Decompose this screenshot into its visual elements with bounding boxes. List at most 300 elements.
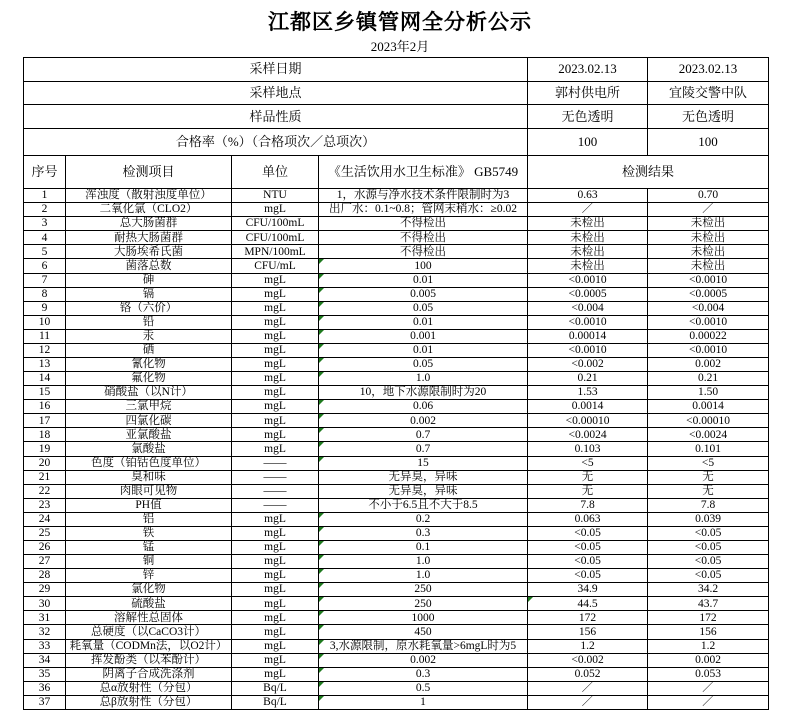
- row-number-cell: 27: [24, 555, 66, 569]
- unit-cell: mgL: [232, 639, 319, 653]
- unit-cell: mgL: [232, 512, 319, 526]
- result1-cell: 44.5: [528, 597, 648, 611]
- row-number-cell: 25: [24, 526, 66, 540]
- result2-cell: 0.002: [648, 653, 769, 667]
- unit-cell: mgL: [232, 428, 319, 442]
- table-row: [24, 512, 769, 526]
- result2-cell: <0.05: [648, 569, 769, 583]
- result2-cell: 0.053: [648, 667, 769, 681]
- standard-cell: 不得检出: [319, 217, 528, 231]
- row-number-cell: 3: [24, 217, 66, 231]
- unit-cell: CFU/100mL: [232, 217, 319, 231]
- row-number-cell: 26: [24, 541, 66, 555]
- table-row: [24, 667, 769, 681]
- header-label: 采样地点: [24, 81, 528, 105]
- col-header-no: 序号: [24, 156, 66, 189]
- result1-cell: <0.05: [528, 541, 648, 555]
- unit-cell: CFU/100mL: [232, 231, 319, 245]
- unit-cell: Bq/L: [232, 681, 319, 695]
- standard-cell: 1.0: [319, 555, 528, 569]
- standard-cell: 0.5: [319, 681, 528, 695]
- table-row: [24, 372, 769, 386]
- result2-cell: 34.2: [648, 583, 769, 597]
- unit-cell: ——: [232, 456, 319, 470]
- standard-cell: 250: [319, 583, 528, 597]
- table-row: [24, 583, 769, 597]
- table-row: [24, 231, 769, 245]
- unit-cell: mgL: [232, 526, 319, 540]
- row-number-cell: 8: [24, 287, 66, 301]
- table-row: [24, 597, 769, 611]
- excel-error-triangle-icon: [319, 302, 324, 307]
- row-number-cell: 16: [24, 400, 66, 414]
- standard-cell: 1.0: [319, 569, 528, 583]
- result1-cell: <0.05: [528, 555, 648, 569]
- table-row: [24, 625, 769, 639]
- result1-cell: <0.0010: [528, 273, 648, 287]
- table-row: [24, 400, 769, 414]
- excel-error-triangle-icon: [319, 274, 324, 279]
- standard-cell: 0.01: [319, 315, 528, 329]
- item-name-cell: 汞: [66, 329, 232, 343]
- excel-error-triangle-icon: [319, 330, 324, 335]
- table-row: [24, 259, 769, 273]
- table-row: [24, 555, 769, 569]
- result2-cell: 1.50: [648, 386, 769, 400]
- item-name-cell: 硒: [66, 343, 232, 357]
- table-row: [24, 189, 769, 203]
- item-name-cell: 铅: [66, 315, 232, 329]
- excel-error-triangle-icon: [319, 583, 324, 588]
- standard-cell: 1，水源与净水技术条件限制时为3: [319, 189, 528, 203]
- item-name-cell: 氯化物: [66, 583, 232, 597]
- table-row: [24, 203, 769, 217]
- standard-cell: 15: [319, 456, 528, 470]
- excel-error-triangle-icon: [319, 442, 324, 447]
- unit-cell: mgL: [232, 329, 319, 343]
- row-number-cell: 12: [24, 343, 66, 357]
- excel-error-triangle-icon: [319, 611, 324, 616]
- row-number-cell: 4: [24, 231, 66, 245]
- standard-cell: 1: [319, 695, 528, 709]
- item-name-cell: 氰化物: [66, 358, 232, 372]
- excel-error-triangle-icon: [319, 372, 324, 377]
- result2-cell: ／: [648, 681, 769, 695]
- table-row: [24, 639, 769, 653]
- excel-error-triangle-icon: [319, 682, 324, 687]
- result1-cell: 1.53: [528, 386, 648, 400]
- item-name-cell: 阴离子合成洗涤剂: [66, 667, 232, 681]
- item-name-cell: 耐热大肠菌群: [66, 231, 232, 245]
- header-label: 采样日期: [24, 58, 528, 82]
- unit-cell: MPN/100mL: [232, 245, 319, 259]
- item-name-cell: 浑浊度（散射浊度单位）: [66, 189, 232, 203]
- item-name-cell: PH值: [66, 498, 232, 512]
- excel-error-triangle-icon: [319, 259, 324, 264]
- col-header-standard: 《生活饮用水卫生标准》 GB5749: [319, 156, 528, 189]
- header-row: [24, 105, 769, 129]
- unit-cell: mgL: [232, 442, 319, 456]
- table-row: [24, 442, 769, 456]
- result1-cell: 7.8: [528, 498, 648, 512]
- result2-cell: 172: [648, 611, 769, 625]
- excel-error-triangle-icon: [319, 400, 324, 405]
- row-number-cell: 10: [24, 315, 66, 329]
- result1-cell: 0.052: [528, 667, 648, 681]
- table-row: [24, 498, 769, 512]
- row-number-cell: 30: [24, 597, 66, 611]
- table-row: [24, 569, 769, 583]
- result2-cell: 43.7: [648, 597, 769, 611]
- header-label: 合格率（%）（合格项次／总项次）: [24, 129, 528, 156]
- item-name-cell: 铬（六价）: [66, 301, 232, 315]
- result2-cell: 未检出: [648, 217, 769, 231]
- unit-cell: mgL: [232, 611, 319, 625]
- result1-cell: 172: [528, 611, 648, 625]
- result1-cell: 0.103: [528, 442, 648, 456]
- item-name-cell: 锌: [66, 569, 232, 583]
- unit-cell: mgL: [232, 203, 319, 217]
- result1-cell: 未检出: [528, 231, 648, 245]
- item-name-cell: 硝酸盐（以N计）: [66, 386, 232, 400]
- table-row: [24, 681, 769, 695]
- row-number-cell: 32: [24, 625, 66, 639]
- table-data-section: [24, 189, 769, 710]
- item-name-cell: 锰: [66, 541, 232, 555]
- item-name-cell: 总硬度（以CaCO3计）: [66, 625, 232, 639]
- standard-cell: 0.01: [319, 343, 528, 357]
- unit-cell: mgL: [232, 569, 319, 583]
- standard-cell: 1.0: [319, 372, 528, 386]
- result1-cell: <0.0010: [528, 315, 648, 329]
- result2-cell: ／: [648, 695, 769, 709]
- result2-cell: <0.00010: [648, 414, 769, 428]
- unit-cell: mgL: [232, 400, 319, 414]
- result2-cell: 未检出: [648, 231, 769, 245]
- row-number-cell: 14: [24, 372, 66, 386]
- item-name-cell: 硫酸盐: [66, 597, 232, 611]
- table-row: [24, 287, 769, 301]
- result2-cell: 无: [648, 470, 769, 484]
- item-name-cell: 四氯化碳: [66, 414, 232, 428]
- table-row: [24, 470, 769, 484]
- table-row: [24, 315, 769, 329]
- row-number-cell: 5: [24, 245, 66, 259]
- standard-cell: 0.002: [319, 414, 528, 428]
- standard-cell: 0.7: [319, 442, 528, 456]
- result1-cell: <0.0005: [528, 287, 648, 301]
- result2-cell: <0.05: [648, 526, 769, 540]
- row-number-cell: 35: [24, 667, 66, 681]
- result1-cell: 1.2: [528, 639, 648, 653]
- item-name-cell: 镉: [66, 287, 232, 301]
- unit-cell: mgL: [232, 414, 319, 428]
- row-number-cell: 31: [24, 611, 66, 625]
- standard-cell: 10，地下水源限制时为20: [319, 386, 528, 400]
- row-number-cell: 22: [24, 484, 66, 498]
- standard-cell: 0.7: [319, 428, 528, 442]
- row-number-cell: 33: [24, 639, 66, 653]
- table-row: [24, 245, 769, 259]
- excel-error-triangle-icon: [319, 541, 324, 546]
- table-row: [24, 428, 769, 442]
- result2-cell: 156: [648, 625, 769, 639]
- result1-cell: <0.0024: [528, 428, 648, 442]
- header-value-sample2: 2023.02.13: [648, 58, 769, 82]
- table-row: [24, 217, 769, 231]
- result2-cell: <0.05: [648, 555, 769, 569]
- table-row: [24, 484, 769, 498]
- row-number-cell: 9: [24, 301, 66, 315]
- standard-cell: 0.3: [319, 667, 528, 681]
- excel-error-triangle-icon: [319, 668, 324, 673]
- item-name-cell: 挥发酚类（以苯酚计）: [66, 653, 232, 667]
- excel-error-triangle-icon: [319, 457, 324, 462]
- unit-cell: Bq/L: [232, 695, 319, 709]
- result2-cell: <0.05: [648, 541, 769, 555]
- standard-cell: 0.3: [319, 526, 528, 540]
- table-row: [24, 526, 769, 540]
- result1-cell: 未检出: [528, 245, 648, 259]
- row-number-cell: 15: [24, 386, 66, 400]
- row-number-cell: 29: [24, 583, 66, 597]
- report-month: 2023年2月: [370, 39, 430, 54]
- item-name-cell: 氟化物: [66, 372, 232, 386]
- excel-error-triangle-icon: [319, 555, 324, 560]
- table-row: [24, 456, 769, 470]
- item-name-cell: 二氧化氯（CLO2）: [66, 203, 232, 217]
- result2-cell: 7.8: [648, 498, 769, 512]
- table-row: [24, 273, 769, 287]
- unit-cell: mgL: [232, 625, 319, 639]
- item-name-cell: 菌落总数: [66, 259, 232, 273]
- unit-cell: mgL: [232, 597, 319, 611]
- item-name-cell: 肉眼可见物: [66, 484, 232, 498]
- result2-cell: 0.039: [648, 512, 769, 526]
- excel-error-triangle-icon: [319, 640, 324, 645]
- result2-cell: 0.0014: [648, 400, 769, 414]
- result2-cell: 无: [648, 484, 769, 498]
- table-row: [24, 301, 769, 315]
- standard-cell: 不得检出: [319, 245, 528, 259]
- excel-error-triangle-icon: [319, 696, 324, 701]
- excel-error-triangle-icon: [319, 344, 324, 349]
- item-name-cell: 色度（铂钴色度单位）: [66, 456, 232, 470]
- row-number-cell: 37: [24, 695, 66, 709]
- header-row: [24, 129, 769, 156]
- table-row: [24, 541, 769, 555]
- unit-cell: mgL: [232, 315, 319, 329]
- item-name-cell: 总β放射性（分包）: [66, 695, 232, 709]
- result1-cell: 未检出: [528, 259, 648, 273]
- item-name-cell: 铜: [66, 555, 232, 569]
- result1-cell: <0.05: [528, 526, 648, 540]
- unit-cell: mgL: [232, 386, 319, 400]
- result1-cell: 0.63: [528, 189, 648, 203]
- unit-cell: NTU: [232, 189, 319, 203]
- result1-cell: 无: [528, 484, 648, 498]
- result1-cell: <0.004: [528, 301, 648, 315]
- row-number-cell: 23: [24, 498, 66, 512]
- standard-cell: 0.1: [319, 541, 528, 555]
- result2-cell: <5: [648, 456, 769, 470]
- standard-cell: 无异臭，异味: [319, 470, 528, 484]
- table-row: [24, 695, 769, 709]
- unit-cell: ——: [232, 498, 319, 512]
- header-label: 样品性质: [24, 105, 528, 129]
- row-number-cell: 7: [24, 273, 66, 287]
- unit-cell: mgL: [232, 287, 319, 301]
- result1-cell: 34.9: [528, 583, 648, 597]
- row-number-cell: 28: [24, 569, 66, 583]
- result1-cell: 0.21: [528, 372, 648, 386]
- excel-error-triangle-icon: [319, 414, 324, 419]
- row-number-cell: 36: [24, 681, 66, 695]
- excel-error-triangle-icon: [319, 428, 324, 433]
- header-value-sample2: 无色透明: [648, 105, 769, 129]
- item-name-cell: 耗氧量（CODMn法，以O2计）: [66, 639, 232, 653]
- header-value-sample1: 郭村供电所: [528, 81, 648, 105]
- result2-cell: <0.004: [648, 301, 769, 315]
- excel-error-triangle-icon: [319, 316, 324, 321]
- result1-cell: <0.002: [528, 653, 648, 667]
- table-row: [24, 414, 769, 428]
- standard-cell: 不小于6.5且不大于8.5: [319, 498, 528, 512]
- result1-cell: 0.063: [528, 512, 648, 526]
- standard-cell: 0.05: [319, 358, 528, 372]
- col-header-item: 检测项目: [66, 156, 232, 189]
- row-number-cell: 34: [24, 653, 66, 667]
- standard-cell: 3,水源限制，原水耗氧量>6mgL时为5: [319, 639, 528, 653]
- result2-cell: <0.0010: [648, 343, 769, 357]
- result1-cell: 0.0014: [528, 400, 648, 414]
- header-row: [24, 58, 769, 82]
- unit-cell: mgL: [232, 541, 319, 555]
- column-header-row: [24, 156, 769, 189]
- analysis-table: [23, 57, 769, 710]
- standard-cell: 0.06: [319, 400, 528, 414]
- standard-cell: 无异臭，异味: [319, 484, 528, 498]
- header-value-sample2: 宜陵交警中队: [648, 81, 769, 105]
- standard-cell: 0.002: [319, 653, 528, 667]
- header-value-sample1: 无色透明: [528, 105, 648, 129]
- unit-cell: mgL: [232, 583, 319, 597]
- header-value-sample2: 100: [648, 129, 769, 156]
- result2-cell: 未检出: [648, 245, 769, 259]
- result1-cell: <0.00010: [528, 414, 648, 428]
- excel-error-triangle-icon: [319, 527, 324, 532]
- page-title: 江都区乡镇管网全分析公示: [268, 11, 532, 34]
- result2-cell: 0.002: [648, 358, 769, 372]
- unit-cell: mgL: [232, 555, 319, 569]
- row-number-cell: 11: [24, 329, 66, 343]
- unit-cell: mgL: [232, 667, 319, 681]
- item-name-cell: 氯酸盐: [66, 442, 232, 456]
- row-number-cell: 20: [24, 456, 66, 470]
- result1-cell: ／: [528, 695, 648, 709]
- standard-cell: 出厂水：0.1~0.8；管网末稍水：≥0.02: [319, 203, 528, 217]
- unit-cell: CFU/mL: [232, 259, 319, 273]
- excel-error-triangle-icon: [319, 625, 324, 630]
- header-row: [24, 81, 769, 105]
- result1-cell: ／: [528, 681, 648, 695]
- row-number-cell: 1: [24, 189, 66, 203]
- item-name-cell: 溶解性总固体: [66, 611, 232, 625]
- col-header-unit: 单位: [232, 156, 319, 189]
- row-number-cell: 19: [24, 442, 66, 456]
- item-name-cell: 总大肠菌群: [66, 217, 232, 231]
- result2-cell: <0.0010: [648, 273, 769, 287]
- result1-cell: <0.05: [528, 569, 648, 583]
- result2-cell: ／: [648, 203, 769, 217]
- unit-cell: mgL: [232, 301, 319, 315]
- excel-error-triangle-icon: [319, 569, 324, 574]
- row-number-cell: 17: [24, 414, 66, 428]
- unit-cell: ——: [232, 484, 319, 498]
- excel-error-triangle-icon: [319, 654, 324, 659]
- standard-cell: 0.01: [319, 273, 528, 287]
- item-name-cell: 铁: [66, 526, 232, 540]
- result1-cell: 无: [528, 470, 648, 484]
- item-name-cell: 砷: [66, 273, 232, 287]
- table-row: [24, 653, 769, 667]
- result2-cell: 0.21: [648, 372, 769, 386]
- item-name-cell: 总α放射性（分包）: [66, 681, 232, 695]
- result2-cell: 未检出: [648, 259, 769, 273]
- result2-cell: <0.0005: [648, 287, 769, 301]
- item-name-cell: 亚氯酸盐: [66, 428, 232, 442]
- table-row: [24, 611, 769, 625]
- table-header-section: [24, 58, 769, 156]
- standard-cell: 100: [319, 259, 528, 273]
- item-name-cell: 大肠埃希氏菌: [66, 245, 232, 259]
- item-name-cell: 三氯甲烷: [66, 400, 232, 414]
- table-row: [24, 358, 769, 372]
- standard-cell: 250: [319, 597, 528, 611]
- excel-error-triangle-icon: [319, 358, 324, 363]
- result2-cell: <0.0024: [648, 428, 769, 442]
- result1-cell: <5: [528, 456, 648, 470]
- excel-error-triangle-icon: [319, 597, 324, 602]
- result1-cell: <0.002: [528, 358, 648, 372]
- unit-cell: ——: [232, 470, 319, 484]
- standard-cell: 1000: [319, 611, 528, 625]
- standard-cell: 0.05: [319, 301, 528, 315]
- result1-cell: 未检出: [528, 217, 648, 231]
- standard-cell: 0.001: [319, 329, 528, 343]
- result1-cell: 0.00014: [528, 329, 648, 343]
- row-number-cell: 18: [24, 428, 66, 442]
- result2-cell: 0.70: [648, 189, 769, 203]
- col-header-result: 检测结果: [528, 156, 769, 189]
- excel-error-triangle-icon: [319, 288, 324, 293]
- unit-cell: mgL: [232, 343, 319, 357]
- row-number-cell: 13: [24, 358, 66, 372]
- standard-cell: 450: [319, 625, 528, 639]
- item-name-cell: 铝: [66, 512, 232, 526]
- table-row: [24, 329, 769, 343]
- row-number-cell: 6: [24, 259, 66, 273]
- item-name-cell: 臭和味: [66, 470, 232, 484]
- row-number-cell: 2: [24, 203, 66, 217]
- unit-cell: mgL: [232, 358, 319, 372]
- row-number-cell: 24: [24, 512, 66, 526]
- header-value-sample1: 100: [528, 129, 648, 156]
- result2-cell: 0.101: [648, 442, 769, 456]
- row-number-cell: 21: [24, 470, 66, 484]
- excel-error-triangle-icon: [528, 597, 533, 602]
- table-row: [24, 343, 769, 357]
